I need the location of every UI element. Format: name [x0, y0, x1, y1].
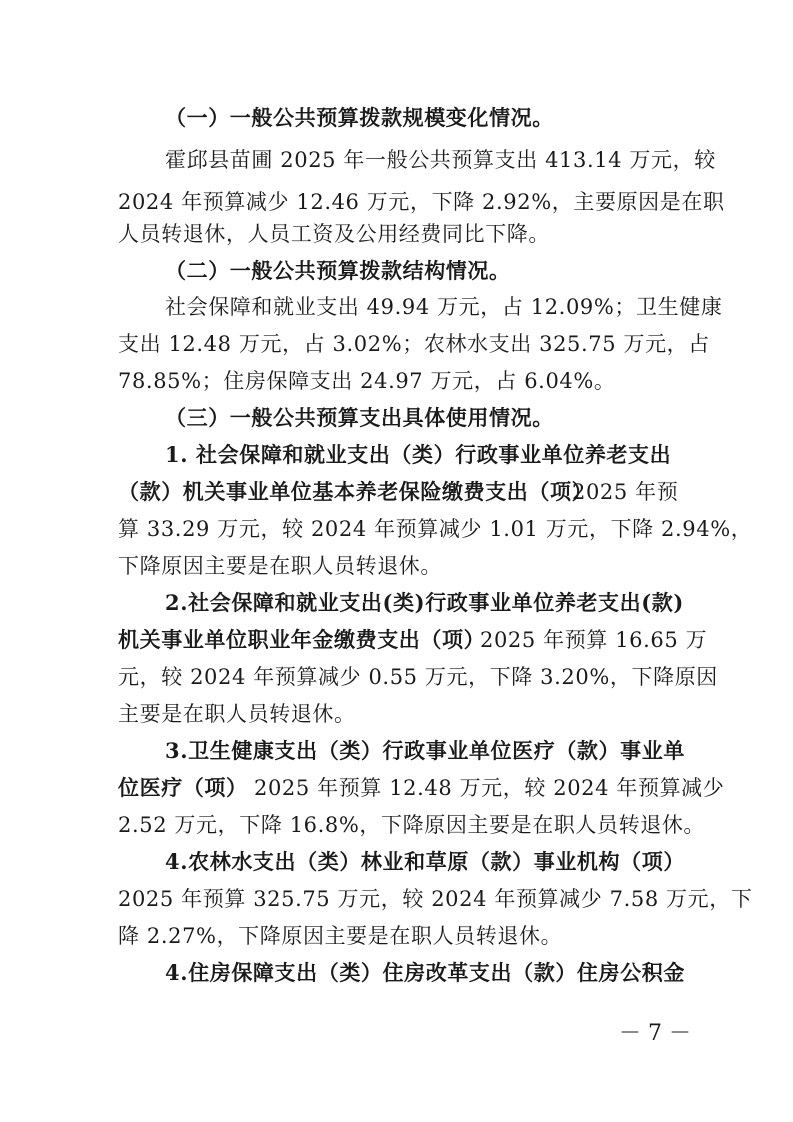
body-line: 社会保障和就业支出 49.94 万元，占 12.09%；卫生健康 [165, 295, 723, 319]
page-number: － 7 － [619, 1021, 691, 1046]
body-line: 霍邱县苗圃 2025 年一般公共预算支出 413.14 万元，较 [165, 148, 716, 172]
section-2-title: 2.社会保障和就业支出(类)行政事业单位养老支出(款) [165, 590, 684, 615]
section-3-title: 3.卫生健康支出（类）行政事业单位医疗（款）事业单 [165, 738, 685, 763]
heading-3: （三）一般公共预算支出具体使用情况。 [165, 405, 554, 430]
body-line: 主要是在职人员转退休。 [118, 702, 356, 726]
section-3-title-continued: 位医疗（项） [118, 775, 248, 800]
body-line: 算 33.29 万元，较 2024 年预算减少 1.01 万元，下降 2.94%， [118, 517, 753, 541]
body-line: 78.85%；住房保障支出 24.97 万元，占 6.04%。 [118, 369, 616, 393]
section-4-title: 4.农林水支出（类）林业和草原（款）事业机构（项） [165, 849, 685, 874]
body-line: 2025 年预算 325.75 万元，较 2024 年预算减少 7.58 万元，下 [118, 887, 753, 911]
body-line: 2.52 万元，下降 16.8%，下降原因主要是在职人员转退休。 [118, 813, 706, 837]
body-line: 2025 年预算 12.48 万元，较 2024 年预算减少 [254, 776, 725, 800]
body-line: 支出 12.48 万元，占 3.02%；农林水支出 325.75 万元，占 [118, 332, 710, 356]
body-line: 降 2.27%，下降原因主要是在职人员转退休。 [118, 924, 563, 948]
section-2-title-continued: 机关事业单位职业年金缴费支出（项） [118, 627, 486, 652]
body-line: 2025 年预算 16.65 万 [480, 628, 708, 652]
body-line: 2024 年预算减少 12.46 万元，下降 2.92%，主要原因是在职 [118, 190, 725, 214]
body-line: 2025 年预 [572, 480, 679, 504]
body-line: 下降原因主要是在职人员转退休。 [118, 554, 442, 578]
section-1-title: 1. 社会保障和就业支出（类）行政事业单位养老支出 [165, 442, 672, 467]
section-1-title-continued: （款）机关事业单位基本养老保险缴费支出（项） [118, 479, 594, 504]
section-5-title: 4.住房保障支出（类）住房改革支出（款）住房公积金 [165, 960, 685, 985]
body-line: 元，较 2024 年预算减少 0.55 万元，下降 3.20%，下降原因 [118, 665, 718, 689]
heading-2: （二）一般公共预算拨款结构情况。 [165, 258, 511, 283]
heading-1: （一）一般公共预算拨款规模变化情况。 [165, 105, 554, 130]
body-line: 人员转退休，人员工资及公用经费同比下降。 [118, 222, 550, 246]
